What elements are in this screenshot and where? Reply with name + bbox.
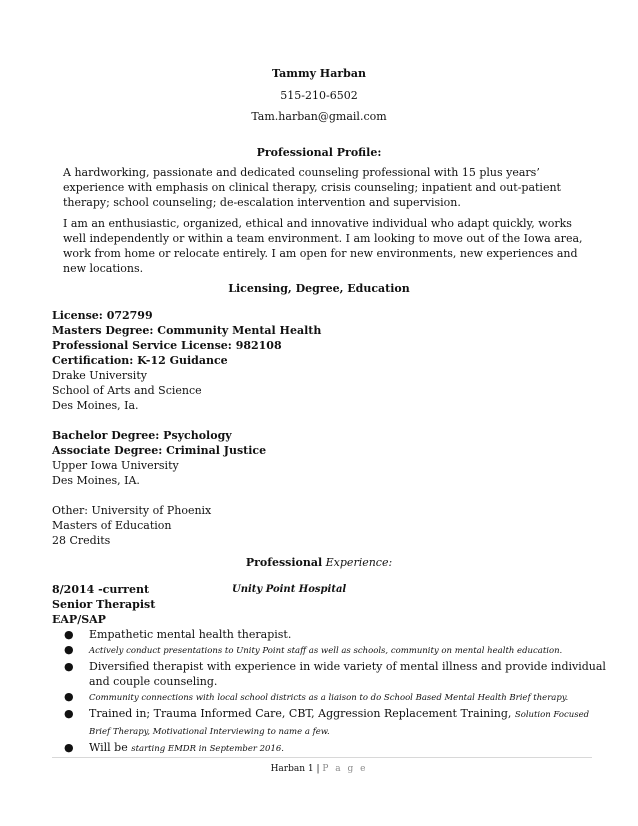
list-item <box>52 706 612 740</box>
associate-line: Associate Degree: Criminal Justice <box>52 444 267 457</box>
list-item <box>52 642 612 659</box>
page-footer <box>0 764 638 774</box>
job-department: EAP/SAP <box>52 613 106 626</box>
footer-page-word: P a g e <box>322 764 368 774</box>
school1-line: Des Moines, Ia. <box>52 399 139 412</box>
school1-line: Drake University <box>52 369 147 382</box>
masters-line <box>52 323 592 338</box>
phone-number: 515-210-6502 <box>280 89 358 102</box>
list-item <box>52 740 612 757</box>
experience-heading <box>0 556 638 569</box>
bullet-text: Community connections with local school districts as a liaison to do School Based Mental Health Brief therapy. <box>89 693 569 703</box>
bullet-text: Actively conduct presentations to Unity Point staff as well as schools, community on mental health education. <box>89 646 563 656</box>
job-row <box>52 582 612 597</box>
bullet-text: Trained in; Trauma Informed Care, CBT, Aggression Replacement Training, <box>89 707 515 720</box>
license-line: License: 072799 <box>52 309 153 322</box>
profile-paragraph-2: I am an enthusiastic, organized, ethical and innovative individual who adapt quickly, works well independently or within a team environment. I am looking to move out of the Iowa area, work from home or relocate entirely. I am open for new environments, new experiences and new locations. <box>63 217 583 275</box>
school2-line: Des Moines, IA. <box>52 474 140 487</box>
licensing-heading: Licensing, Degree, Education <box>228 282 410 295</box>
experience-heading-italic: Experience: <box>322 556 393 569</box>
bullet-icon: ● <box>64 660 74 673</box>
bachelor-line: Bachelor Degree: Psychology <box>52 429 232 442</box>
psl-line: Professional Service License: 982108 <box>52 339 282 352</box>
profile-paragraph-1: A hardworking, passionate and dedicated counseling professional with 15 plus years’ experience with emphasis on clinical therapy, crisis counseling; inpatient and out-patient therapy; school counseling; de-escalation intervention and supervision. <box>63 166 561 209</box>
licensing-section <box>52 308 592 548</box>
bullet-text-italic: Solution Focused Brief Therapy, Motivational Interviewing to name a few. <box>89 710 590 737</box>
masters-label: Masters Degree <box>52 324 150 337</box>
job-employer: Unity Point Hospital <box>232 584 347 595</box>
list-item <box>52 659 612 689</box>
other-line: Other: University of Phoenix <box>52 504 212 517</box>
masters-value: : Community Mental Health <box>149 324 322 337</box>
bullet-text: Empathetic mental health therapist. <box>89 628 292 641</box>
bullet-text: Will be <box>89 741 132 754</box>
other-line: 28 Credits <box>52 534 111 547</box>
job-date: 8/2014 -current <box>52 583 150 596</box>
profile-section <box>63 165 583 282</box>
email-address: Tam.harban@gmail.com <box>251 110 387 123</box>
bullet-text-italic: starting EMDR in September 2016. <box>131 744 284 754</box>
footer-divider <box>52 757 592 758</box>
school1-line: School of Arts and Science <box>52 384 202 397</box>
school2-line: Upper Iowa University <box>52 459 179 472</box>
other-line: Masters of Education <box>52 519 172 532</box>
list-item <box>52 689 612 706</box>
bullet-text: Diversified therapist with experience in wide variety of mental illness and provide individual and couple counseling. <box>89 660 606 688</box>
bullet-icon: ● <box>64 628 74 641</box>
bullet-icon: ● <box>64 741 74 754</box>
job-title: Senior Therapist <box>52 598 156 611</box>
bullet-icon: ● <box>64 707 74 720</box>
experience-section <box>52 582 612 757</box>
job-bullets <box>52 627 612 757</box>
bullet-icon: ● <box>64 690 74 703</box>
experience-heading-bold: Professional <box>245 556 323 569</box>
certification-line: Certification: K-12 Guidance <box>52 354 228 367</box>
bullet-icon: ● <box>64 643 74 656</box>
applicant-name: Tammy Harban <box>272 67 366 80</box>
list-item <box>52 627 612 642</box>
profile-heading: Professional Profile: <box>256 146 382 159</box>
footer-page-number: Harban 1 | <box>270 764 323 774</box>
